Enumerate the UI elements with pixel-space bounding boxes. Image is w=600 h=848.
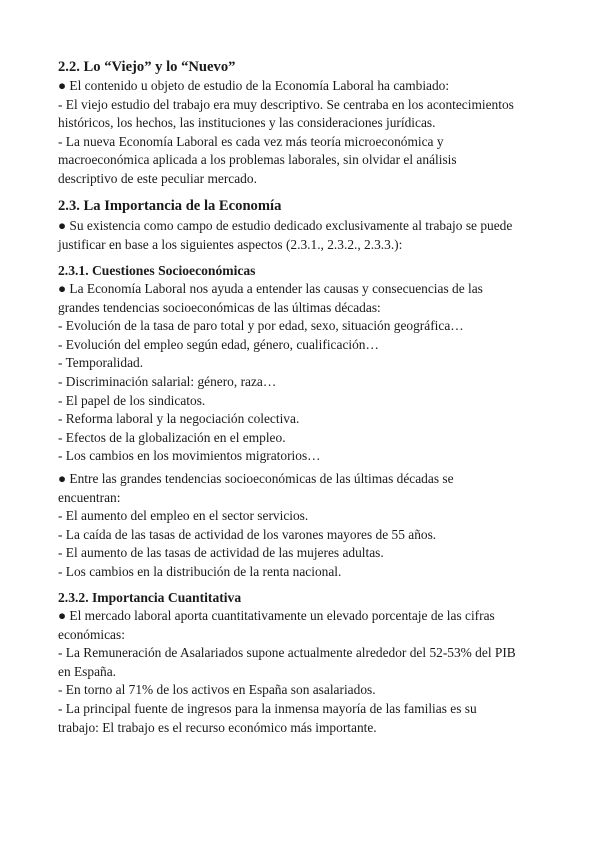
text-line: - La principal fuente de ingresos para la inmensa mayoría de las familias es su (58, 700, 477, 716)
text-line: ● Su existencia como campo de estudio dedicado exclusivamente al trabajo se puede (58, 218, 513, 233)
text-line: ● El mercado laboral aporta cuantitativamente un elevado porcentaje de las cifras (58, 608, 495, 623)
text-line: - La nueva Economía Laboral es cada vez más teoría microeconómica y (58, 133, 444, 149)
text-line: - En torno al 71% de los activos en España son asalariados. (58, 682, 376, 698)
text-line: ● La Economía Laboral nos ayuda a entender las causas y consecuencias de las (58, 281, 483, 296)
heading-2-3: 2.3. La Importancia de la Economía (58, 198, 282, 214)
text-line: trabajo: El trabajo es el recurso económico más importante. (58, 719, 377, 735)
heading-2-2: 2.2. Lo “Viejo” y lo “Nuevo” (58, 59, 236, 75)
text-line: justificar en base a los siguientes aspectos (2.3.1., 2.3.2., 2.3.3.): (58, 236, 403, 252)
heading-2-3-2: 2.3.2. Importancia Cuantitativa (58, 590, 242, 605)
section-2-3-body (58, 217, 558, 254)
text-line: - Los cambios en la distribución de la renta nacional. (58, 563, 342, 579)
text-line: - El viejo estudio del trabajo era muy descriptivo. Se centraba en los acontecimientos (58, 96, 514, 112)
text-line: macroeconómica aplicada a los problemas laborales, sin olvidar el análisis (58, 152, 457, 168)
text-line: encuentran: (58, 489, 121, 505)
text-line: - El aumento del empleo en el sector servicios. (58, 508, 309, 524)
text-line: - Temporalidad. (58, 355, 144, 371)
section-2-3-1-body (58, 280, 558, 466)
text-line: económicas: (58, 626, 125, 642)
text-line: - Reforma laboral y la negociación colectiva. (58, 411, 300, 427)
section-2-3-1-body-2 (58, 470, 558, 582)
text-line: - Evolución de la tasa de paro total y por edad, sexo, situación geográfica… (58, 318, 464, 334)
text-line: - El aumento de las tasas de actividad de las mujeres adultas. (58, 545, 384, 561)
text-line: - El papel de los sindicatos. (58, 392, 206, 408)
text-line: - Evolución del empleo según edad, género, cualificación… (58, 336, 379, 352)
section-2-2-body (58, 77, 558, 189)
text-line: - La caída de las tasas de actividad de los varones mayores de 55 años. (58, 526, 437, 542)
text-line: ● Entre las grandes tendencias socioeconómicas de las últimas décadas se (58, 471, 454, 486)
text-line: - Efectos de la globalización en el empleo. (58, 429, 286, 445)
text-line: en España. (58, 663, 117, 679)
text-line: - Los cambios en los movimientos migratorios… (58, 448, 321, 464)
section-2-3-2-body (58, 607, 558, 737)
text-line: - Discriminación salarial: género, raza… (58, 373, 277, 389)
text-line: descriptivo de este peculiar mercado. (58, 170, 257, 186)
text-line: ● El contenido u objeto de estudio de la Economía Laboral ha cambiado: (58, 78, 450, 93)
text-line: históricos, los hechos, las instituciones y las consideraciones jurídicas. (58, 115, 436, 131)
text-line: - La Remuneración de Asalariados supone actualmente alrededor del 52-53% del PIB (58, 645, 516, 661)
heading-2-3-1: 2.3.1. Cuestiones Socioeconómicas (58, 263, 256, 278)
text-line: grandes tendencias socioeconómicas de las últimas décadas: (58, 299, 381, 315)
